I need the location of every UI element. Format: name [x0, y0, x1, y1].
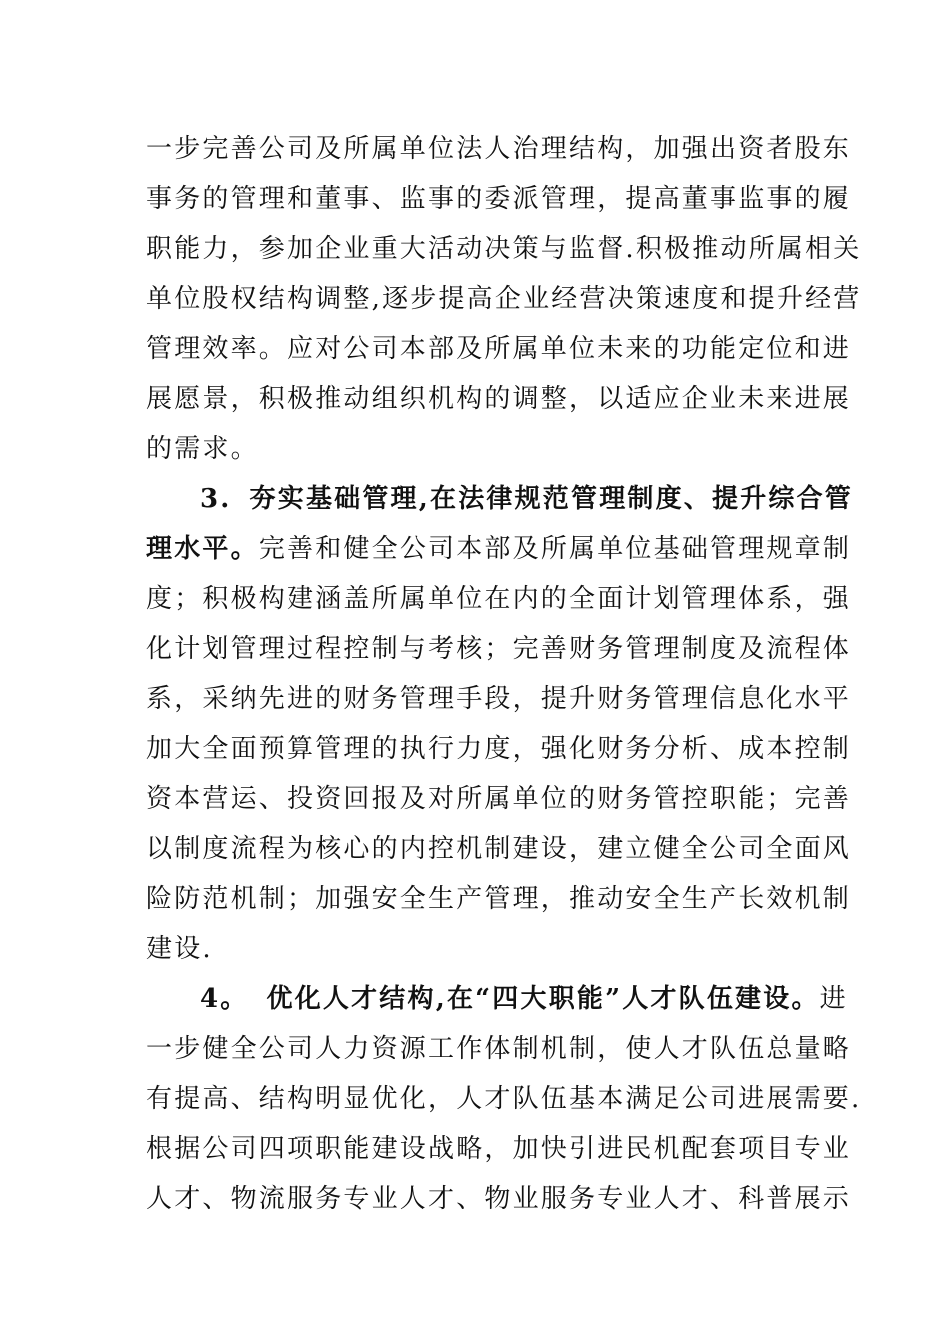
section-heading-text: 理水平。	[146, 534, 259, 564]
paragraph-line: 资本营运、投资回报及对所属单位的财务管控职能；完善	[146, 784, 852, 814]
paragraph-line: 化计划管理过程控制与考核；完善财务管理制度及流程体	[146, 634, 852, 664]
paragraph-line: 人才、物流服务专业人才、物业服务专业人才、科普展示	[146, 1184, 852, 1214]
paragraph-line: 加大全面预算管理的执行力度，强化财务分析、成本控制	[146, 734, 852, 764]
paragraph-line: 险防范机制；加强安全生产管理，推动安全生产长效机制	[146, 884, 852, 914]
paragraph-line: 度；积极构建涵盖所属单位在内的全面计划管理体系，强	[146, 584, 852, 614]
section-number: 3.	[200, 484, 232, 514]
paragraph-line: 根据公司四项职能建设战略，加快引进民机配套项目专业	[146, 1134, 852, 1164]
paragraph-line: 建设.	[146, 934, 213, 964]
paragraph-line: 事务的管理和董事、监事的委派管理，提高董事监事的履	[146, 184, 852, 214]
paragraph-line: 一步完善公司及所属单位法人治理结构，加强出资者股东	[146, 134, 852, 164]
paragraph-line: 的需求。	[146, 434, 259, 464]
paragraph-line: 职能力，参加企业重大活动决策与监督.积极推动所属相关	[146, 234, 862, 264]
section-heading-text: 优化人才结构,在“四大职能”人才队伍建设。	[266, 984, 820, 1014]
section-number: 4。	[200, 984, 249, 1014]
section-3-heading	[200, 483, 853, 515]
section-heading-text: 夯实基础管理,在法律规范管理制度、提升综合管	[249, 484, 853, 514]
paragraph-line: 单位股权结构调整,逐步提高企业经营决策速度和提升经营	[146, 284, 862, 314]
paragraph-line: 一步健全公司人力资源工作体制机制，使人才队伍总量略	[146, 1034, 852, 1064]
paragraph-line: 系，采纳先进的财务管理手段，提升财务管理信息化水平	[146, 684, 852, 714]
paragraph-line	[146, 533, 852, 565]
paragraph-line: 以制度流程为核心的内控机制建设，建立健全公司全面风	[146, 834, 852, 864]
paragraph-text: 进	[819, 984, 848, 1014]
paragraph-line: 展愿景，积极推动组织机构的调整，以适应企业未来进展	[146, 384, 852, 414]
section-4-heading	[200, 983, 848, 1015]
paragraph-line: 管理效率。应对公司本部及所属单位未来的功能定位和进	[146, 334, 852, 364]
paragraph-line: 有提高、结构明显优化，人才队伍基本满足公司进展需要.	[146, 1084, 862, 1114]
paragraph-text: 完善和健全公司本部及所属单位基础管理规章制	[258, 534, 852, 564]
